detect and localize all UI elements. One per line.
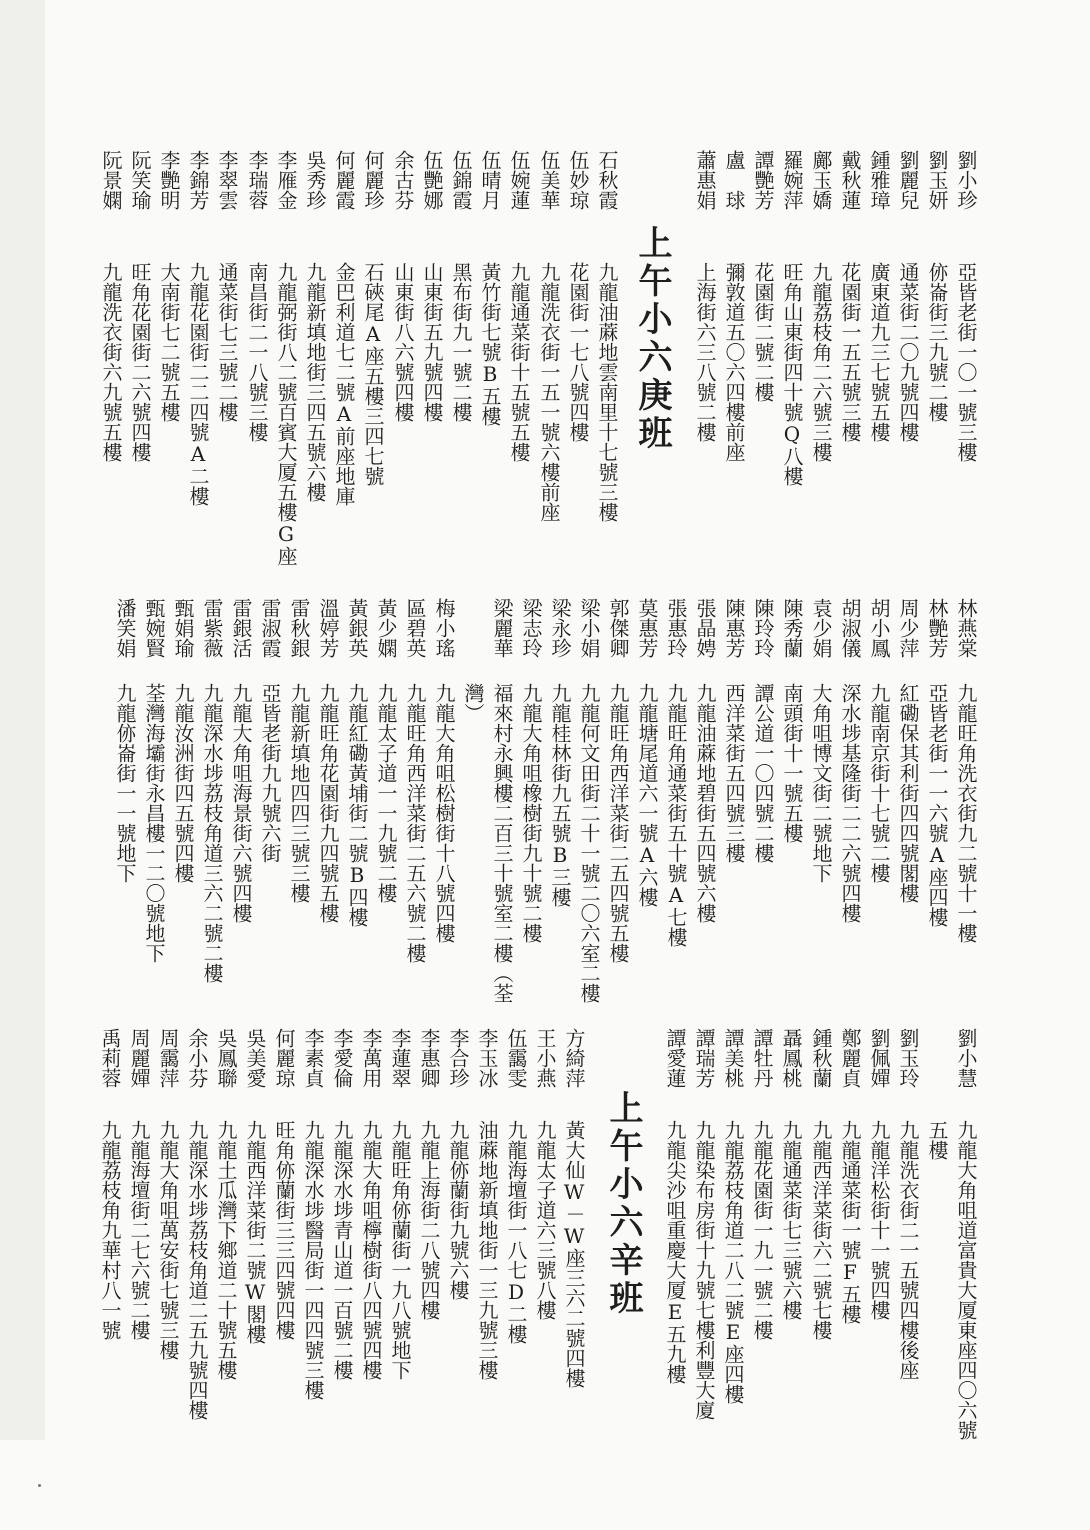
student-name: 盧 球	[722, 150, 746, 210]
student-name: 雷銀活	[229, 598, 253, 658]
student-address: 黃大仙W－W座三六二號四樓	[562, 1120, 586, 1388]
student-address: 亞皆老街九九號六街	[258, 683, 282, 863]
student-name: 李錦芳	[186, 150, 210, 210]
student-name: 余古芬	[391, 150, 415, 210]
student-name: 陳玲玲	[751, 598, 775, 658]
student-name: 方綺萍	[562, 1028, 586, 1088]
student-address: 九龍土瓜灣下鄉道二十號五樓	[214, 1120, 238, 1380]
student-address: 九龍桂林街九五號B三樓	[548, 683, 572, 907]
student-name: 周少萍	[896, 598, 920, 658]
student-address: 九龍旺角㑊蘭街一九八號地下	[388, 1120, 412, 1380]
student-address: 大角咀博文街二號地下	[809, 683, 833, 883]
student-name: 劉小珍	[954, 150, 978, 210]
student-address: 九龍大角咀道富貴大厦東座四〇六號	[954, 1120, 978, 1440]
student-address: 深水埗基隆街二二六號四樓	[838, 683, 862, 923]
student-address: 九龍㑊蘭街九號六樓	[446, 1120, 470, 1300]
student-name: 何麗琼	[272, 1028, 296, 1088]
student-name: 聶鳳桃	[779, 1028, 803, 1088]
student-name: 郭傑卿	[606, 598, 630, 658]
student-name: 伍婉蓮	[507, 150, 531, 210]
student-name: 李瑞蓉	[245, 150, 269, 210]
class-title-geng: 上午小六庚班	[632, 225, 672, 453]
student-address: 九龍太子道六三號八樓	[533, 1120, 557, 1320]
student-address: 廣東道九三七號五樓	[867, 262, 891, 442]
student-address: 九龍紅磡黃埔街二號B四樓	[345, 683, 369, 927]
student-address: 九龍何文田街二十一號二〇六室二樓	[577, 683, 601, 1003]
student-address: 五樓	[925, 1120, 949, 1160]
student-address: 九龍油蔴地碧街五四號六樓	[693, 683, 717, 923]
student-address: 九龍西洋菜街六二號七樓	[809, 1120, 833, 1340]
student-name: 蕭惠娟	[693, 150, 717, 210]
student-name: 李合珍	[446, 1028, 470, 1088]
student-address: 九龍大角咀松樹街十八號四樓	[432, 683, 456, 943]
student-name: 莫惠芳	[635, 598, 659, 658]
student-name: 李玉冰	[475, 1028, 499, 1088]
student-name: 譚牡丹	[750, 1028, 774, 1088]
student-name: 張晶娉	[693, 598, 717, 658]
student-name: 伍美華	[537, 150, 561, 210]
student-address: 南昌街二一八號三樓	[245, 262, 269, 442]
student-address: 九龍弼街八二號百賓大厦五樓G座	[274, 262, 298, 566]
student-name: 梁永珍	[548, 598, 572, 658]
student-address: 通菜街七三號二樓	[215, 262, 239, 422]
student-name: 陳惠芳	[722, 598, 746, 658]
student-address: 九龍通菜街一號F五樓	[838, 1120, 862, 1324]
student-address: 南頭街十一號五樓	[780, 683, 804, 843]
student-name: 袁少娟	[809, 598, 833, 658]
student-address: 亞皆老街一〇一號三樓	[954, 262, 978, 462]
student-name: 何麗霞	[332, 150, 356, 210]
student-name: 余小芬	[185, 1028, 209, 1088]
student-address: 九龍大角咀萬安街七號三樓	[156, 1120, 180, 1360]
student-name: 甄娟瑜	[171, 598, 195, 658]
student-address: 㑊崙街三九號二樓	[925, 262, 949, 422]
student-name: 區碧英	[403, 598, 427, 658]
student-name: 周麗嬋	[127, 1028, 151, 1088]
student-name: 雷紫薇	[200, 598, 224, 658]
student-name: 阮景嫻	[99, 150, 123, 210]
student-name: 李愛倫	[330, 1028, 354, 1088]
student-address: 九龍深水埗荔枝角道二五九號四樓	[185, 1120, 209, 1420]
student-address: 花園街一五五號三樓	[838, 262, 862, 442]
student-name: 鄭麗貞	[838, 1028, 862, 1088]
student-address: 九龍深水埗醫局街一四四號三樓	[301, 1120, 325, 1400]
student-address: 紅磡保其利街四四號閣樓	[896, 683, 920, 903]
student-address: 九龍染布房街十九號七樓利豐大廈	[692, 1120, 716, 1420]
student-address: 九龍旺角西洋菜街二五四號五樓	[606, 683, 630, 963]
student-address: 山東街八六號四樓	[391, 262, 415, 422]
student-name: 梅小瑤	[432, 598, 456, 658]
student-name: 李艷明	[157, 150, 181, 210]
student-address: 九龍荔枝角道二八二號E座四樓	[721, 1120, 745, 1404]
student-name: 梁小娟	[577, 598, 601, 658]
student-name: 鍾秋蘭	[809, 1028, 833, 1088]
student-name: 梁志玲	[519, 598, 543, 658]
student-address: 亞皆老街一一六號A座四樓	[925, 683, 949, 927]
student-name: 李素貞	[301, 1028, 325, 1088]
student-address: 譚公道一〇四號二樓	[751, 683, 775, 863]
student-name: 雷秋銀	[287, 598, 311, 658]
student-name: 潘笑娟	[113, 598, 137, 658]
student-address: 九龍汝洲街四五號四樓	[171, 683, 195, 883]
student-address: 九龍通菜街十五號五樓	[507, 262, 531, 462]
student-name: 劉佩嬋	[867, 1028, 891, 1088]
student-name: 雷淑霞	[258, 598, 282, 658]
student-name: 李雁金	[274, 150, 298, 210]
student-name: 胡小鳳	[867, 598, 891, 658]
student-address: 九龍海壇街一八七D二樓	[504, 1120, 528, 1344]
student-name: 周靄萍	[156, 1028, 180, 1088]
student-name: 劉麗兒	[896, 150, 920, 210]
student-address: 九龍荔枝角九華村八一號	[98, 1120, 122, 1340]
student-name: 阮笑瑜	[128, 150, 152, 210]
student-name: 林艷芳	[925, 598, 949, 658]
student-address: 花園街二號二樓	[751, 262, 775, 402]
student-address: 九龍新填地四四三號三樓	[287, 683, 311, 903]
student-name: 劉小慧	[954, 1028, 978, 1088]
student-name: 石秋霞	[595, 150, 619, 210]
student-address: 旺角花園街二六號四樓	[128, 262, 152, 462]
student-address: 九龍㑊崙街一一號地下	[113, 683, 137, 883]
student-name: 何麗珍	[361, 150, 385, 210]
student-name: 鄺玉嬌	[809, 150, 833, 210]
student-address: 九龍西洋菜街二號W閣樓	[243, 1120, 267, 1344]
student-name: 甄婉賢	[142, 598, 166, 658]
student-address: 九龍花園街一九一號二樓	[750, 1120, 774, 1340]
student-address: 九龍深水埗荔枝角道三六二號二樓	[200, 683, 224, 983]
student-name: 李惠卿	[417, 1028, 441, 1088]
student-name: 黃少嫻	[374, 598, 398, 658]
scan-edge-shade	[0, 0, 45, 1440]
student-name: 伍晴月	[478, 150, 502, 210]
student-address: 九龍花園街二二四號A二樓	[186, 262, 210, 506]
student-address: 九龍旺角西洋菜街二五六號二樓	[403, 683, 427, 963]
student-name: 林燕棠	[954, 598, 978, 658]
student-name: 吳鳳聯	[214, 1028, 238, 1088]
student-address: 油蔴地新填地街一三九號三樓	[475, 1120, 499, 1380]
student-name: 李蓮翠	[388, 1028, 412, 1088]
student-address: 黃竹街七號B五樓	[478, 262, 502, 426]
student-address: 九龍洗衣街六九號五樓	[99, 262, 123, 462]
student-name: 譚美桃	[721, 1028, 745, 1088]
student-name: 譚瑞芳	[692, 1028, 716, 1088]
student-name: 胡淑儀	[838, 598, 862, 658]
student-address: 山東街五九號四樓	[420, 262, 444, 422]
student-address: 荃灣海壩街永昌樓一二〇號地下	[142, 683, 166, 963]
student-address: 九龍海壇街二七六號二樓	[127, 1120, 151, 1340]
student-address: 彌敦道五〇六四樓前座	[722, 262, 746, 462]
student-name: 譚愛蓮	[663, 1028, 687, 1088]
student-address: 九龍上海街二八號四樓	[417, 1120, 441, 1320]
student-address: 九龍洗衣街一五一號六樓前座	[537, 262, 561, 522]
student-name: 梁麗華	[490, 598, 514, 658]
student-address: 九龍新填地街三四五號六樓	[303, 262, 327, 502]
student-name: 陳秀蘭	[780, 598, 804, 658]
student-address: 九龍塘尾道六一號A六樓	[635, 683, 659, 907]
student-address: 九龍洋松街十一號四樓	[867, 1120, 891, 1320]
student-address: 九龍大角咀橡樹街九十號二樓	[519, 683, 543, 943]
student-address: 福來村永興樓二百三十號室二樓（荃	[490, 683, 514, 1003]
student-name: 伍靄雯	[504, 1028, 528, 1088]
student-name: 王小燕	[533, 1028, 557, 1088]
student-name: 劉玉妍	[925, 150, 949, 210]
student-name: 戴秋蓮	[838, 150, 862, 210]
student-address: 灣）	[461, 683, 485, 723]
student-address: 金巴利道七二號A前座地庫	[332, 262, 356, 506]
student-address: 旺角㑊蘭街三三四號四樓	[272, 1120, 296, 1340]
student-address: 九龍旺角花園街九四號五樓	[316, 683, 340, 923]
student-address: 九龍旺角通菜街五十號A七樓	[664, 683, 688, 947]
student-address: 九龍洗衣街二一五號四樓後座	[896, 1120, 920, 1380]
student-name: 李翠雲	[215, 150, 239, 210]
student-address: 大南街七二號五樓	[157, 262, 181, 422]
student-name: 吳秀珍	[303, 150, 327, 210]
student-name: 劉玉玲	[896, 1028, 920, 1088]
student-name: 溫婷芳	[316, 598, 340, 658]
student-address: 九龍油蔴地雲南里十七號三樓	[595, 262, 619, 522]
student-address: 九龍尖沙咀重慶大厦E五九樓	[663, 1120, 687, 1384]
student-name: 吳美愛	[243, 1028, 267, 1088]
student-address: 九龍深水埗青山道一百號二樓	[330, 1120, 354, 1380]
student-address: 九龍太子道一一九號二樓	[374, 683, 398, 903]
student-name: 譚艷芳	[751, 150, 775, 210]
student-address: 通菜街二〇九號四樓	[896, 262, 920, 442]
student-address: 九龍大角咀海景街六號四樓	[229, 683, 253, 923]
scan-speck	[38, 1484, 41, 1487]
student-address: 黑布街九一號二樓	[449, 262, 473, 422]
student-address: 西洋菜街五四號三樓	[722, 683, 746, 863]
student-name: 伍艷娜	[420, 150, 444, 210]
student-name: 李萬用	[359, 1028, 383, 1088]
student-address: 九龍通菜街七三號六樓	[779, 1120, 803, 1320]
student-name: 禹莉蓉	[98, 1028, 122, 1088]
student-address: 九龍荔枝角二六號三樓	[809, 262, 833, 462]
student-name: 伍錦霞	[449, 150, 473, 210]
student-name: 張惠玲	[664, 598, 688, 658]
student-address: 花園街一七八號四樓	[566, 262, 590, 442]
student-name: 羅婉萍	[780, 150, 804, 210]
student-address: 九龍南京街十七號二樓	[867, 683, 891, 883]
class-title-xin: 上午小六辛班	[603, 1090, 643, 1318]
student-name: 黃銀英	[345, 598, 369, 658]
student-name: 鍾雅璋	[867, 150, 891, 210]
student-address: 九龍旺角洗衣街九二號十一樓	[954, 683, 978, 943]
student-name: 伍妙琼	[566, 150, 590, 210]
student-address: 上海街六三八號二樓	[693, 262, 717, 442]
student-address: 石硤尾A座五樓三四七號	[361, 262, 385, 486]
student-address: 九龍大角咀檸樹街八四號四樓	[359, 1120, 383, 1380]
student-address: 旺角山東街四十號Q八樓	[780, 262, 804, 486]
